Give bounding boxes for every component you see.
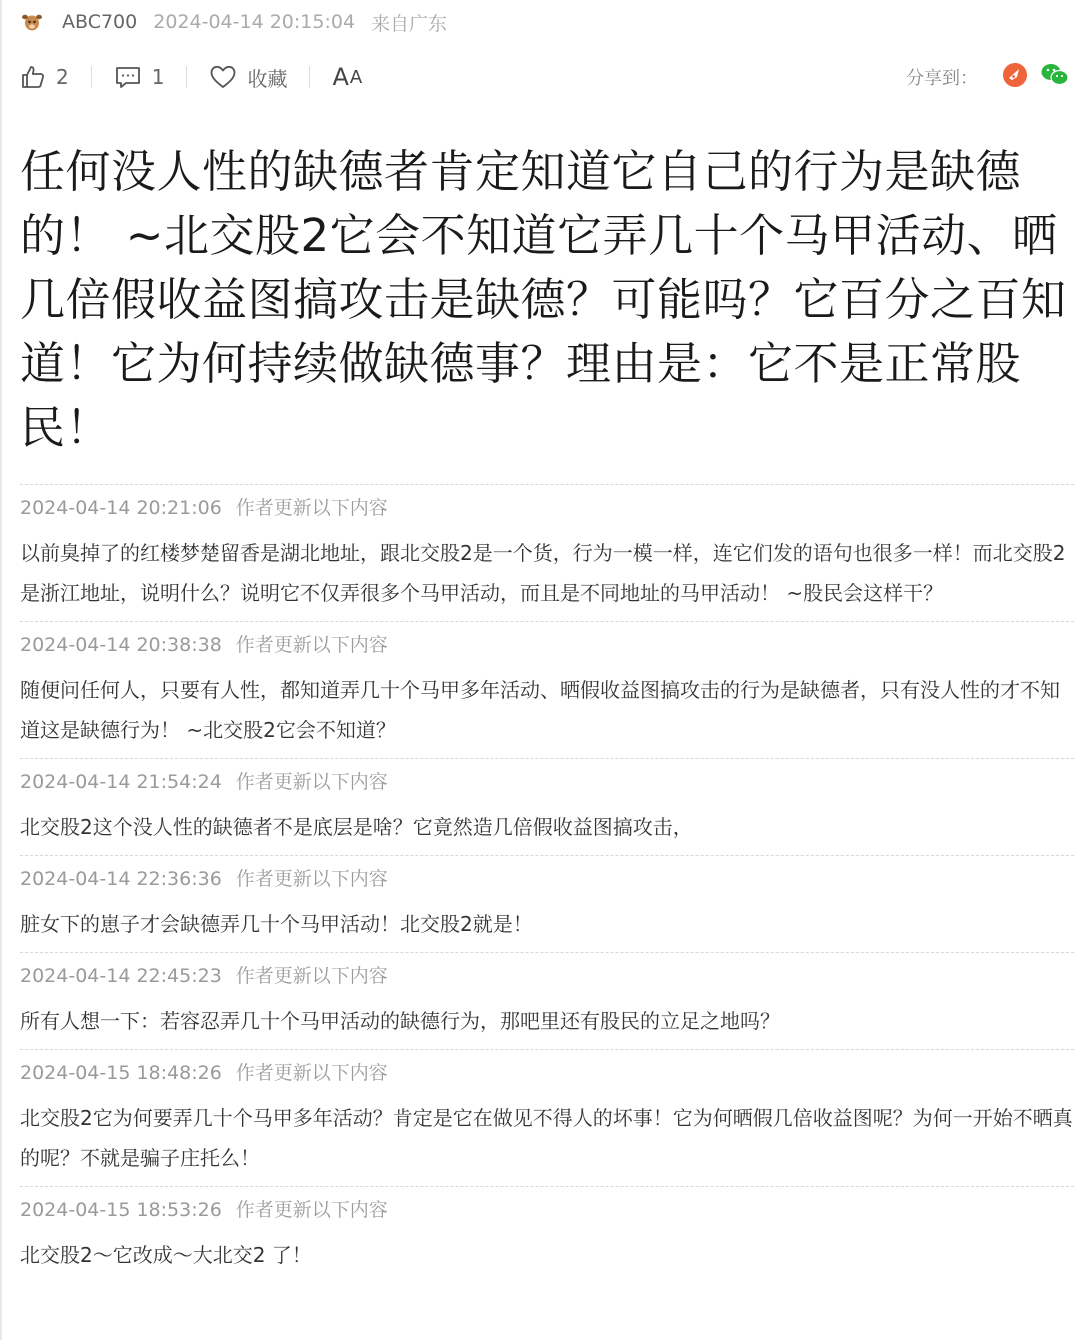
font-size-small: A bbox=[349, 66, 364, 88]
page-left-border bbox=[0, 0, 2, 1340]
share-label: 分享到： bbox=[906, 68, 978, 89]
action-bar bbox=[20, 60, 363, 94]
update-item bbox=[20, 855, 1074, 952]
wechat-icon[interactable] bbox=[1040, 62, 1070, 93]
divider bbox=[91, 66, 92, 88]
update-label: 作者更新以下内容 bbox=[235, 634, 388, 656]
avatar[interactable] bbox=[20, 10, 44, 34]
post-title: 任何没人性的缺德者肯定知道它自己的行为是缺德的！ ~北交股2它会不知道它弄几十个马甲活动、晒几倍假收益图搞攻击是缺德？可能吗？它百分之百知道！它为何持续做缺德事？理由是：它不是正常股民！ bbox=[20, 145, 1067, 454]
update-time: 2024-04-14 20:38:38 bbox=[20, 634, 222, 656]
comment-button[interactable] bbox=[114, 64, 165, 90]
like-button[interactable] bbox=[20, 64, 69, 90]
author-name[interactable]: ABC700 bbox=[62, 11, 138, 33]
update-item bbox=[20, 1186, 1074, 1283]
update-time: 2024-04-14 20:21:06 bbox=[20, 497, 222, 519]
update-text: 随便问任何人，只要有人性，都知道弄几十个马甲多年活动、晒假收益图搞攻击的行为是缺德者，只有没人性的才不知道这是缺德行为！ ~北交股2它会不知道？ bbox=[20, 678, 1060, 742]
share-bar bbox=[906, 60, 1070, 94]
thumbs-up-icon bbox=[20, 64, 46, 90]
divider bbox=[186, 66, 187, 88]
post-time: 2024-04-14 20:15:04 bbox=[153, 11, 356, 33]
like-count: 2 bbox=[56, 65, 69, 89]
update-item bbox=[20, 1049, 1074, 1186]
update-text: 所有人想一下：若容忍弄几十个马甲活动的缺德行为，那吧里还有股民的立足之地吗？ bbox=[20, 1009, 780, 1033]
font-size-large: A bbox=[332, 63, 350, 91]
post-location: 来自广东 bbox=[371, 12, 448, 35]
update-label: 作者更新以下内容 bbox=[235, 868, 388, 890]
update-label: 作者更新以下内容 bbox=[235, 497, 388, 519]
update-time: 2024-04-14 21:54:24 bbox=[20, 771, 222, 793]
favorite-button[interactable] bbox=[209, 63, 287, 92]
favorite-label: 收藏 bbox=[247, 66, 288, 91]
update-label: 作者更新以下内容 bbox=[235, 965, 388, 987]
update-item bbox=[20, 621, 1074, 758]
weibo-icon[interactable] bbox=[1002, 62, 1028, 93]
update-time: 2024-04-14 22:45:23 bbox=[20, 965, 222, 987]
update-label: 作者更新以下内容 bbox=[235, 1199, 388, 1221]
update-time: 2024-04-14 22:36:36 bbox=[20, 868, 222, 890]
update-text: 以前臭掉了的红楼梦楚留香是湖北地址，跟北交股2是一个货，行为一模一样，连它们发的语句也很多一样！而北交股2是浙江地址，说明什么？说明它不仅弄很多个马甲活动，而且是不同地址的马甲活动！ ~股民会这样干？ bbox=[20, 541, 1066, 605]
update-list bbox=[20, 484, 1074, 1283]
update-label: 作者更新以下内容 bbox=[235, 1062, 388, 1084]
update-item bbox=[20, 952, 1074, 1049]
update-time: 2024-04-15 18:53:26 bbox=[20, 1199, 222, 1221]
comment-count: 1 bbox=[151, 65, 165, 89]
update-text: 脏女下的崽子才会缺德弄几十个马甲活动！北交股2就是！ bbox=[20, 912, 533, 936]
comment-icon bbox=[114, 64, 142, 90]
update-label: 作者更新以下内容 bbox=[235, 771, 388, 793]
font-size-button[interactable] bbox=[332, 63, 363, 91]
update-time: 2024-04-15 18:48:26 bbox=[20, 1062, 222, 1084]
update-text: 北交股2～它改成～大北交2 了！ bbox=[20, 1243, 312, 1267]
update-item bbox=[20, 484, 1074, 621]
post-meta bbox=[20, 8, 447, 36]
update-text: 北交股2它为何要弄几十个马甲多年活动？肯定是它在做见不得人的坏事！它为何晒假几倍收益图呢？为何一开始不晒真的呢？不就是骗子庄托么！ bbox=[20, 1106, 1073, 1170]
update-text: 北交股2这个没人性的缺德者不是底层是啥？它竟然造几倍假收益图搞攻击， bbox=[20, 815, 693, 839]
heart-icon bbox=[209, 64, 237, 90]
divider bbox=[309, 66, 310, 88]
update-item bbox=[20, 758, 1074, 855]
